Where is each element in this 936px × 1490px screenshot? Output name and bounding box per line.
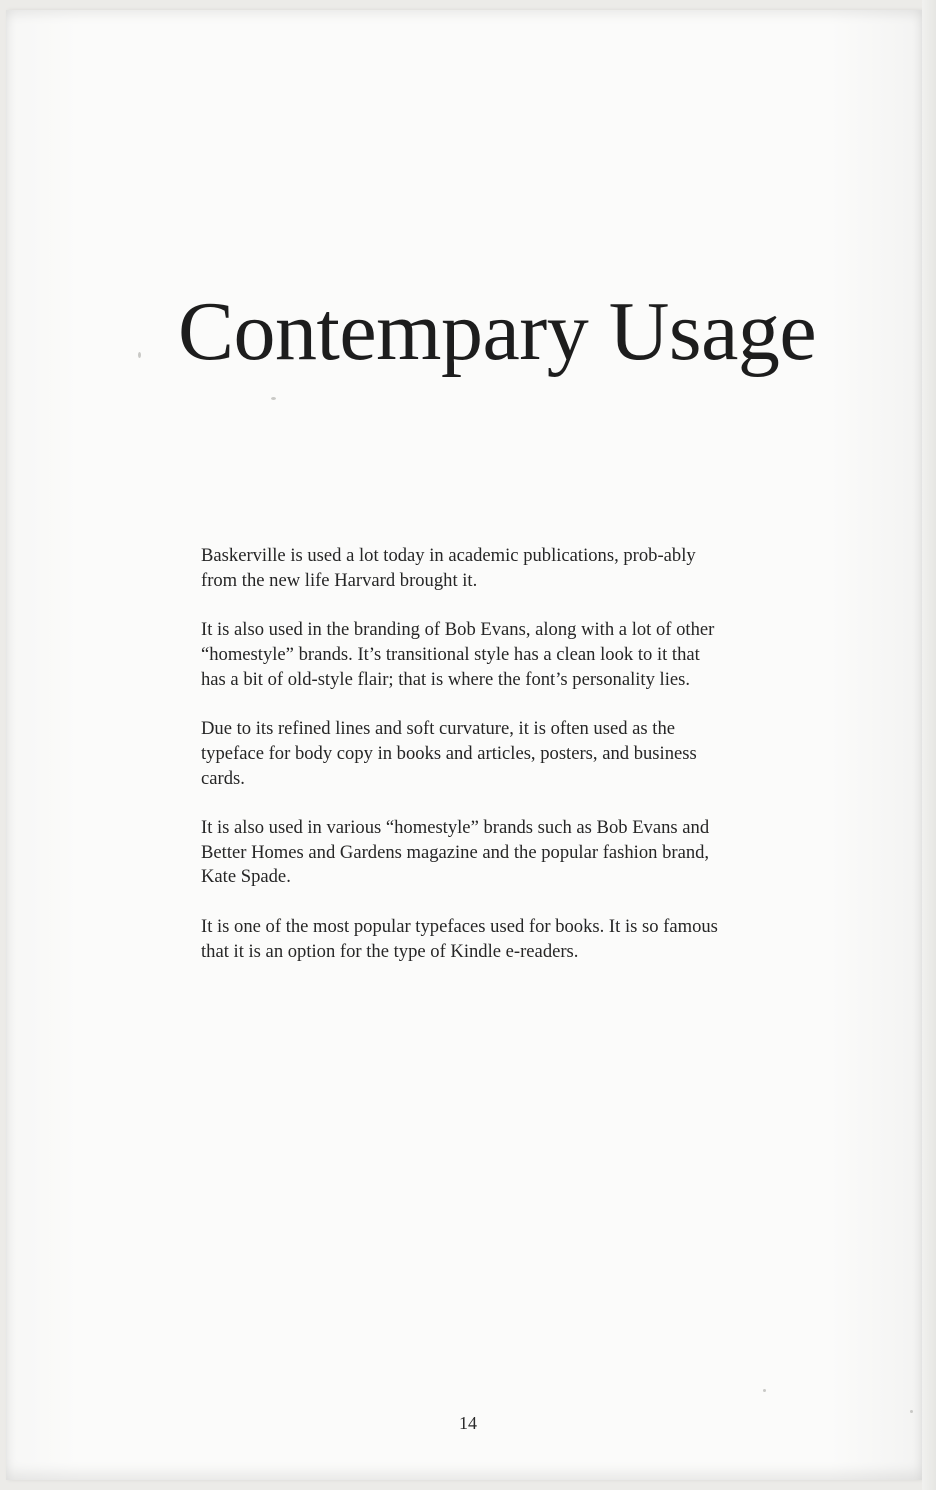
paragraph: It is one of the most popular typefaces used for books. It is so famous that it is an option for the type of Kindle e-readers. — [201, 915, 718, 962]
page-title: Contempary Usage — [178, 285, 817, 378]
page-edge-shadow — [922, 0, 936, 1490]
page-number: 14 — [459, 1413, 477, 1433]
paper-speck — [763, 1389, 766, 1392]
paper-speck — [138, 352, 141, 358]
paper-speck — [271, 397, 276, 400]
paragraph: Baskerville is used a lot today in academic publications, prob-ably from the new life Harvard brought it. — [201, 545, 696, 591]
paragraph: It is also used in various “homestyle” brands such as Bob Evans and Better Homes and Gardens magazine and the popular fashion brand, Kate Spade. — [201, 816, 710, 888]
paragraph: Due to its refined lines and soft curvature, it is often used as the typeface for body copy in books and articles, posters, and business cards. — [201, 717, 697, 789]
paragraph: It is also used in the branding of Bob Evans, along with a lot of other “homestyle” brands. It’s transitional style has a clean look to it that has a bit of old-style flair; that is where the font’s personality lies. — [201, 619, 715, 690]
body-text — [201, 544, 721, 989]
